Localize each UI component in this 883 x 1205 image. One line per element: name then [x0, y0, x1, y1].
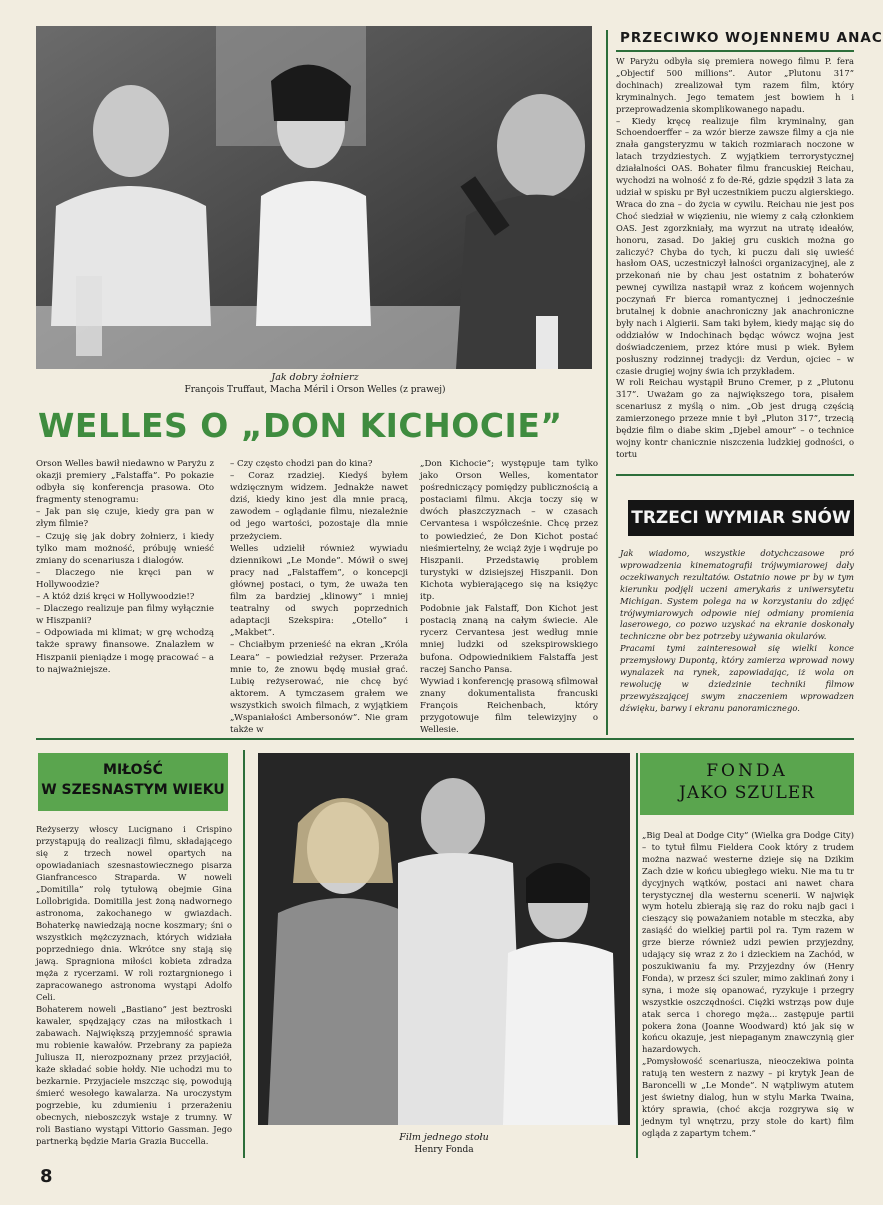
top-photo-caption-line2: François Truffaut, Macha Méril i Orson Welles (z prawej) — [184, 385, 446, 395]
top-photo — [36, 26, 592, 369]
przeciwko-body: W Paryżu odbyła się premiera nowego filmu P. fera „Objectif 500 millions”. Autor „Plutonu 317” dochinach) zrealizował tym razem film, który kryminalnych. Jego tematem jest bowiem h i przeprowadzenia skomplikowanego napadu. – Kiedy kręcę realizuje film kryminalny, gan Schoendoerffer – za wzór bierze zawsze filmy a cja nie znała gangsteryzmu w takich rozmiarach noczone w latach trzydziestych. Z wyjątkiem terrorystycznej działalności OAS. Bohater filmu francuskiej Reichau, wychodzi na wolność z fo de-Ré, gdzie spędził 3 lata za udział w spisku pr Był uczestnikiem puczu algierskiego. Wraca do zna – do życia w cywilu. Reichau nie jest pos Choć siedział w więzieniu, nie wiemy z całą członkiem OAS. Jest zgorzkniały, ma wyrzut na utratę ideałów, honoru, zasad. Do jakiej gru cuskich można go zaliczyć? Chyba do tych, ki puczu dali się uwieść hasłom OAS, uczestniczył łalności organizacyjnej, ale z przekonań nie by chau jest ostatnim z bohaterów pewnej cywiliza nastąpił wraz z końcem wojennych poczynań Fr bierca romantycznej i jednocześnie brutalnej k dobnie anachroniczny jak anachroniczne były nach i Algierii. Sam taki byłem, kiedy mając się do oddziałów w Indochinach będąc wówcz wojna jest doświadczeniem, przez które musi p wiek. Byłem posłuszny rodzinnej tradycji: dz Verdun, ojciec – w czasie drugiej wojny świa ich przykładem. W roli Reichau wystąpił Bruno Cremer, p z „Plutonu 317”. Uważam go za największego tora, pisałem scenariusz z myślą o nim. „Ob jest drugą częścią zamierzonego przeze mnie t był „Pluton 317”, trzecią będzie film o diabe skim „Djebel amour” – o technice wojny kontr chanicznie niszczenia ludzkiej godności, o tortu — [616, 56, 854, 459]
fonda-body: „Big Deal at Dodge City” (Wielka gra Dodge City) – to tytuł filmu Fieldera Cook który z trudem można nazwać westerne dzieje się na Dzikim Zach dzie w końcu ubiegłego wieku. Nie ma tu tr dycyjnych wątków, postaci ani nawet chara terystycznej dla westernu scenerii. W najwięk wym hotelu zbierają się raz do roku najb gaci i cieszący się poważaniem notable m steczka, aby zasiąść do wielkiej partii pol ra. Tym razem w grze bierze również udzi pewien przyjezdny, udający się wraz z żo i dzieckiem na Zachód, w poszukiwaniu fa my. Przyjezdny ów (Henry Fonda), w przesz ści szuler, mimo zaklinań żony i syna, i może się opanować, ryzykuje i przegry wszystkie oszczędności. Ciężki wstrząs pow duje atak serca i chorego męża... zastępuje partii pokera żona (Joanne Woodward) któ jak się w końcu okazuje, jest niepaganym znawczynią gier hazardowych. „Pomysłowość scenariusza, nieoczekiwa pointa ratują ten western z nazwy – pi krytyk Jean de Baroncelli w „Le Monde”. N wątpliwym atutem jest świetny dialog, hun w stylu Marka Twaina, który sprawia, (choć akcja rozgrywa się w jednym tyl wnętrzu, przy stole do kart) film ogląda z zapartym tchem.” — [642, 830, 854, 1138]
fonda-headline-line1: FONDA — [706, 761, 788, 781]
bottom-photo-caption — [330, 1132, 558, 1156]
milosc-headline-line2: W SZESNASTYM WIEKU — [41, 782, 225, 798]
top-photo-caption-line1: Jak dobry żołnierz — [271, 372, 359, 383]
bottom-photo-caption-line1: Film jednego stołu — [399, 1132, 489, 1143]
top-photo-illustration — [36, 26, 592, 369]
bottom-photo — [258, 753, 630, 1125]
welles-headline: WELLES O „DON KICHOCIE” — [38, 406, 563, 445]
welles-column-2: – Czy często chodzi pan do kina? – Coraz rzadziej. Kiedyś byłem wdzięcznym widzem. Jednakże nawet dziś, kiedy kino jest dla mnie pracą, zawodem – oglądanie filmu, niezależnie od jego wartości, pozostaje dla mnie przeżyciem. Welles udzielił również wywiadu dziennikowi „Le Monde”. Mówił o swej pracy nad „Falstaffem”, o koncepcji głównej postaci, o tym, że uważa ten film za bardziej „klinowy” i mniej teatralny od swych poprzednich adaptacji Szekspira: „Otello” i „Makbet”. – Chciałbym przenieść na ekran „Króla Leara” – powiedział reżyser. Przeraża mnie to, że znowu będę musiał grać. Lubię reżyserować, nie chcę być aktorem. A tymczasem grałem we wszystkich swoich filmach, z wyjątkiem „Wspaniałości Ambersonów”. Nie gram także w — [230, 459, 408, 736]
przeciwko-underline — [616, 50, 854, 52]
milosc-body: Reżyserzy włoscy Lucignano i Crispino przystąpują do realizacji filmu, składającego się z trzech nowel opartych na opowiadaniach szesnastowiecznego pisarza Gianfrancesco Straparda. W noweli „Domitilla” rolę tytułową obejmie Gina Lollobrigida. Domitilla jest żoną nadwornego astronoma, zakochanego w gwiazdach. Bohaterkę nawiedzają nocne koszmary; śni o wszystkich mężczyznach, których widziała poprzedniego dnia. Wkrótce sny stają się jawą. Spragniona miłości kobieta zdradza męża z rycerzami. W roli roztargnionego i zapracowanego astronoma wystąpi Adolfo Celi. Bohaterem noweli „Bastiano” jest beztroski kawaler, spędzający czas na miłostkach i zabawach. Największą przyjemność sprawia mu robienie kawałów. Przebrany za papieża Juliusza II, nierozpoznany przez przyjaciół, każe składać sobie hołdy. Nie uchodzi mu to bezkarnie. Przyjaciele mszcząc się, powodują śmierć wesołego kawalarza. Na uroczystym pogrzebie, ku zdumieniu i przerażeniu obecnych, nieboszczyk wstaje z trumny. W roli Bastiano wystąpi Vittorio Gassman. Jego partnerką będzie Maria Grazia Buccella. — [36, 824, 232, 1146]
welles-column-3: „Don Kichocie”; występuje tam tylko jako Orson Welles, komentator pośredniczący pomiędzy publicznością a postaciami filmu. Akcja toczy się w dwóch płaszczyznach – w czasach Cervantesa i współcześnie. Chcę przez to powiedzieć, że Don Kichot postać nieśmiertelny, że wciąż żyje i wędruje po Hiszpanii. Przedstawię problem turystyki w dzisiejszej Hiszpanii. Don Kichota wybierającego się na księżyc itp. Podobnie jak Falstaff, Don Kichot jest postacią znaną na całym świecie. Ale rycerz Cervantesa jest według mnie mniej ludzki od szekspirowskiego bufona. Odpowiednikiem Falstaffa jest raczej Sancho Pansa. Wywiad i konferencję prasową sfilmował znany dokumentalista francuski François Reichenbach, który przygotowuje film telewizyjny o Wellesie. — [420, 459, 598, 736]
fonda-headline-box — [640, 753, 854, 815]
welles-column-1: Orson Welles bawił niedawno w Paryżu z okazji premiery „Falstaffa”. Po pokazie odbyła się konferencja prasowa. Oto fragmenty stenogramu: – Jak pan się czuje, kiedy gra pan w złym filmie? – Czuję się jak dobry żołnierz, i kiedy tylko mam możność, próbuję wnieść zmiany do scenariusza i dialogów. – Dlaczego nie kręci pan w Hollywoodzie? – A któż dziś kręci w Hollywoodzie!? – Dlaczego realizuje pan filmy wyłącznie w Hiszpanii? – Odpowiada mi klimat; w grę wchodzą także sprawy finansowe. Znalazłem w Hiszpanii pieniądze i mogę pracować – a to najważniejsze. — [36, 459, 214, 675]
trzeci-top-rule — [616, 474, 854, 476]
trzeci-headline: TRZECI WYMIAR SNÓW — [628, 500, 854, 536]
fonda-headline-line2: JAKO SZULER — [679, 783, 815, 803]
bottom-photo-caption-line2: Henry Fonda — [414, 1145, 474, 1155]
top-photo-caption — [150, 372, 480, 396]
bottom-photo-illustration — [258, 753, 630, 1125]
bottom-right-divider — [636, 753, 638, 1158]
page-number: 8 — [40, 1166, 53, 1187]
milosc-headline-line1: MIŁOŚĆ — [103, 762, 163, 778]
milosc-headline-box — [38, 753, 228, 811]
przeciwko-headline: PRZECIWKO WOJENNEMU ANAC — [620, 30, 883, 46]
page-middle-rule — [36, 738, 854, 740]
top-right-divider — [606, 30, 608, 735]
bottom-left-divider — [243, 750, 245, 1158]
trzeci-body: Jak wiadomo, wszystkie dotychczasowe pró wprowadzenia kinematografii trójwymiarowej dały oczekiwanych rezultatów. Ostatnio nowe pr by w tym kierunku podjęli uczeni amerykańs z uniwersytetu Michigan. System polega na w korzystaniu do zdjęć trójwymiarowych odpowie niej odmiany promienia laserowego, co pozwo uzyskać na ekranie doskonały techniczne obr bez potrzeby używania okularów. Pracami tymi zainteresował się wielki konce przemysłowy Dupontą, który zamierza wprowad nowy wynalazek na rynek, zapowiadając, iż wola on rewolucję w dziedzinie techniki filmow przewyższającej swym znaczeniem wprowadzen dźwięku, barwy i ekranu panoramicznego. — [620, 548, 854, 713]
